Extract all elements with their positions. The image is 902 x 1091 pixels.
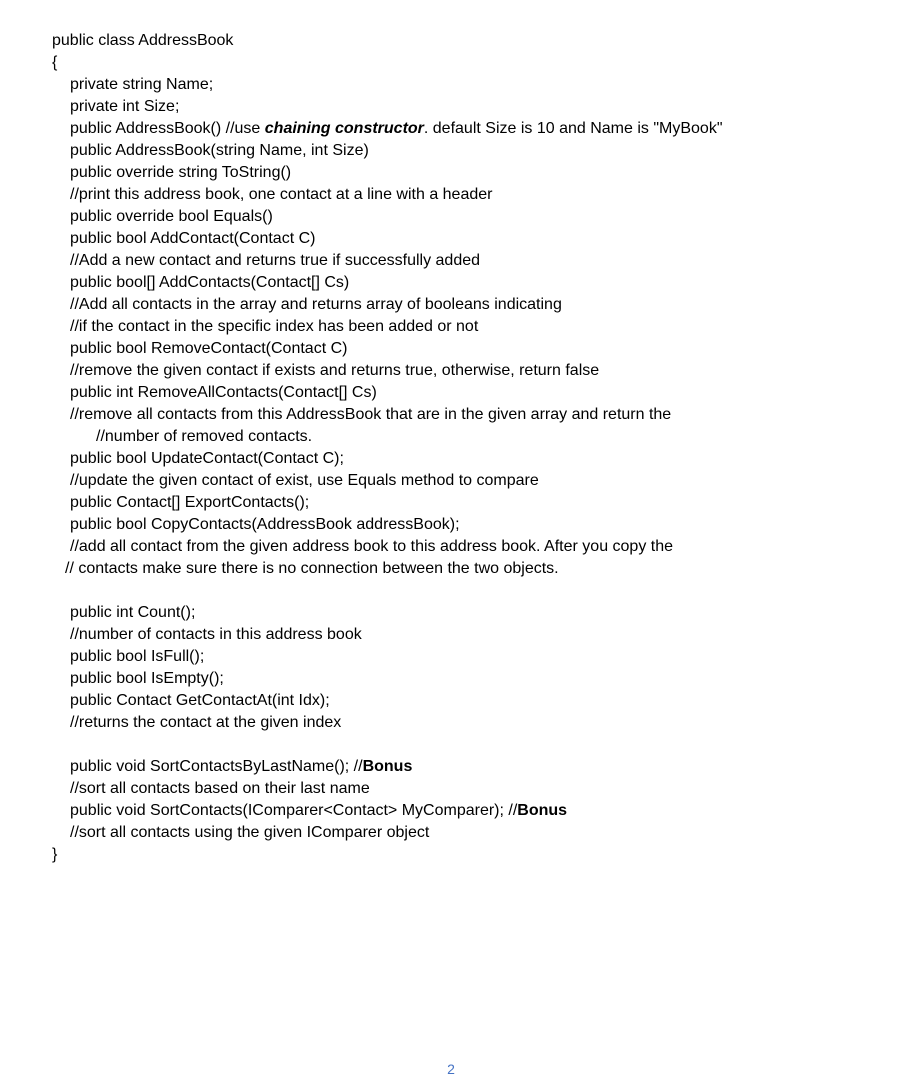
code-line-sortcontacts	[70, 800, 567, 822]
code-line-default-constructor	[70, 118, 723, 140]
close-brace: }	[52, 846, 58, 863]
comment-sortbylastname: //sort all contacts based on their last name	[70, 780, 370, 797]
comment-copycontacts-1: //add all contact from the given address book to this address book. After you copy the	[70, 538, 674, 555]
code-line-getcontactat: public Contact GetContactAt(int Idx);	[70, 692, 330, 709]
code-line-addcontact: public bool AddContact(Contact C)	[70, 230, 316, 247]
comment-addcontact: //Add a new contact and returns true if successfully added	[70, 252, 481, 269]
comment-getcontactat: //returns the contact at the given index	[70, 714, 342, 731]
comment-copycontacts-2: // contacts make sure there is no connection between the two objects.	[65, 560, 559, 577]
code-line-size-field: private int Size;	[70, 98, 180, 115]
comment-addcontacts-2: //if the contact in the specific index has been added or not	[70, 318, 479, 335]
code-line-name-field: private string Name;	[70, 76, 214, 93]
class-declaration: public class AddressBook	[52, 32, 234, 49]
code-line-updatecontact: public bool UpdateContact(Contact C);	[70, 450, 344, 467]
code-line-sortbylastname	[70, 756, 412, 778]
page-number: 2	[447, 1061, 455, 1077]
comment-removecontact: //remove the given contact if exists and returns true, otherwise, return false	[70, 362, 600, 379]
default-constructor-note: . default Size is 10 and Name is "MyBook"	[423, 120, 723, 137]
code-line-removecontact: public bool RemoveContact(Contact C)	[70, 340, 348, 357]
comment-updatecontact: //update the given contact of exist, use Equals method to compare	[70, 472, 539, 489]
code-line-param-constructor: public AddressBook(string Name, int Size)	[70, 142, 369, 159]
code-line-count: public int Count();	[70, 604, 196, 621]
comment-sortcontacts: //sort all contacts using the given IComparer object	[70, 824, 430, 841]
code-line-removeallcontacts: public int RemoveAllContacts(Contact[] Cs)	[70, 384, 377, 401]
comment-addcontacts-1: //Add all contacts in the array and returns array of booleans indicating	[70, 296, 562, 313]
code-line-isempty: public bool IsEmpty();	[70, 670, 224, 687]
code-line-isfull: public bool IsFull();	[70, 648, 205, 665]
bonus-label: Bonus	[517, 802, 568, 819]
sortbylastname-signature: public void SortContactsByLastName(); //	[70, 758, 363, 775]
open-brace: {	[52, 54, 58, 71]
code-line-equals: public override bool Equals()	[70, 208, 273, 225]
comment-removeallcontacts-2: //number of removed contacts.	[96, 428, 313, 445]
default-constructor-text: public AddressBook() //use	[70, 120, 265, 137]
code-line-tostring: public override string ToString()	[70, 164, 292, 181]
code-line-exportcontacts: public Contact[] ExportContacts();	[70, 494, 310, 511]
comment-tostring: //print this address book, one contact at a line with a header	[70, 186, 493, 203]
bonus-label: Bonus	[362, 758, 413, 775]
comment-removeallcontacts-1: //remove all contacts from this AddressBook that are in the given array and return the	[70, 406, 672, 423]
code-line-copycontacts: public bool CopyContacts(AddressBook addressBook);	[70, 516, 460, 533]
chaining-constructor-emphasis: chaining constructor	[264, 120, 424, 137]
code-line-addcontacts: public bool[] AddContacts(Contact[] Cs)	[70, 274, 350, 291]
comment-count: //number of contacts in this address book	[70, 626, 362, 643]
sortcontacts-signature: public void SortContacts(IComparer<Contact> MyComparer); //	[70, 802, 518, 819]
